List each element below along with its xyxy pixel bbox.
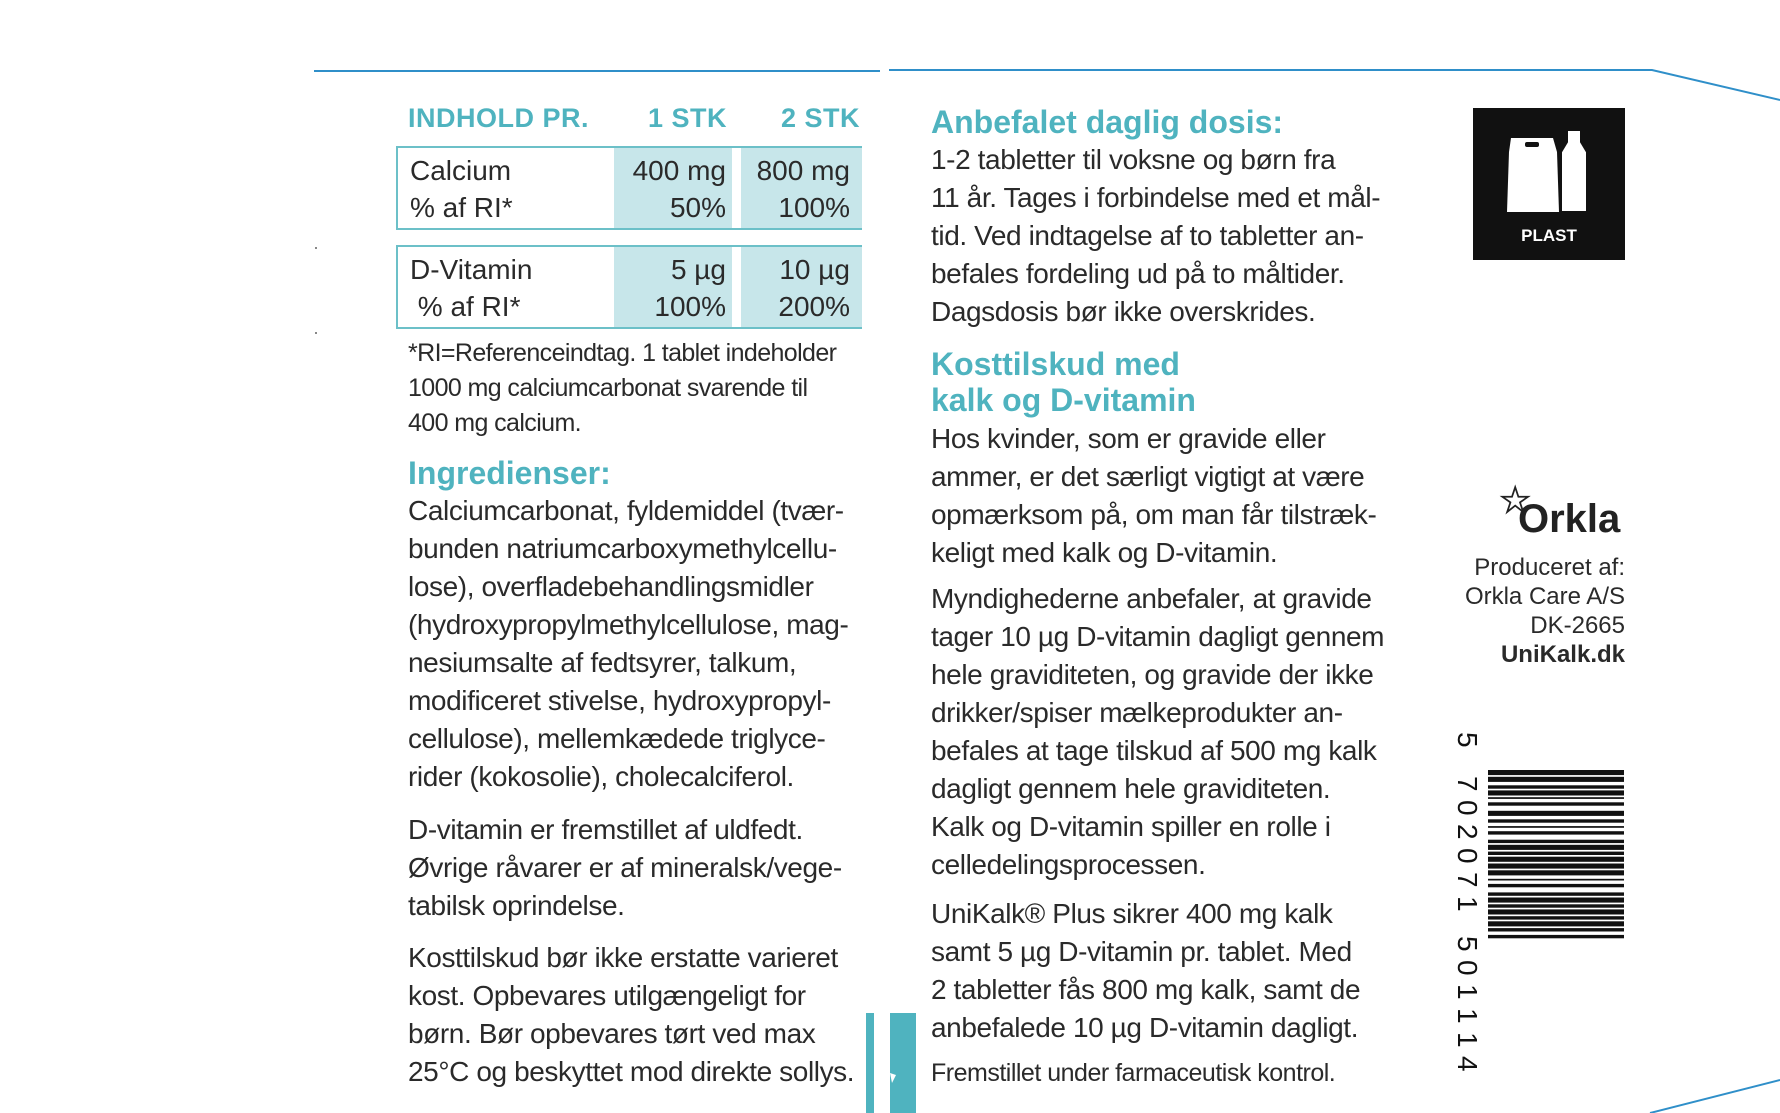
dosage-heading: Anbefalet daglig dosis: [931, 104, 1284, 140]
text-line: 2 tabletter fås 800 mg kalk, samt de [931, 974, 1361, 1005]
barcode-bar [1488, 898, 1624, 903]
barcode-bar [1488, 811, 1624, 816]
svg-text:Orkla: Orkla [1518, 497, 1621, 541]
ingredients-heading: Ingredienser: [408, 455, 611, 491]
value-2-stk: 10 µg [779, 254, 850, 285]
barcode-bar [1488, 770, 1624, 775]
barcode-bar [1488, 928, 1624, 931]
barcode-bar [1488, 921, 1624, 926]
supplement-heading [931, 346, 1196, 418]
text-line: Calciumcarbonat, fyldemiddel (tvær- [408, 495, 844, 526]
barcode-bar [1488, 819, 1624, 822]
text-line: cellulose), mellemkædede triglyce- [408, 723, 826, 754]
text-line: Kosttilskud bør ikke erstatte varieret [408, 942, 838, 973]
barcode-bar [1488, 857, 1624, 862]
ingredients-text [408, 492, 848, 796]
ri-label: % af RI* [410, 192, 513, 223]
pharma-control-text: Fremstillet under farmaceutisk kontrol. [931, 1059, 1336, 1087]
ri-2-stk: 200% [778, 291, 850, 322]
text-line: nesiumsalte af fedtsyrer, talkum, [408, 647, 797, 678]
barcode-digit: 0 [1452, 960, 1483, 976]
producer-line: Orkla Care A/S [1464, 583, 1625, 610]
supplement-paragraph-1 [931, 420, 1376, 572]
text-line: børn. Bør opbevares tørt ved max [408, 1018, 816, 1049]
footnote-line: 400 mg calcium. [408, 409, 582, 437]
barcode-bar [1488, 904, 1624, 907]
ri-label: % af RI* [410, 291, 521, 322]
orkla-logo [1496, 482, 1626, 542]
text-line: tid. Ved indtagelse af to tabletter an- [931, 220, 1364, 251]
nutrition-row-d-vitamin [396, 245, 862, 329]
barcode-number [1452, 732, 1483, 1072]
value-1-stk: 5 µg [670, 254, 726, 285]
text-line: celledelingsprocessen. [931, 849, 1206, 880]
barcode-bar [1488, 802, 1624, 805]
barcode-digit: 5 [1452, 936, 1483, 952]
text-line: befales fordeling ud på to måltider. [931, 258, 1345, 289]
barcode-digit: 5 [1452, 732, 1483, 748]
barcode-bar [1488, 916, 1624, 919]
barcode-bar [1488, 826, 1624, 828]
text-line: ammer, er det særligt vigtigt at være [931, 461, 1365, 492]
producer-line: DK-2665 [1530, 612, 1625, 639]
nutrient-name: Calcium [410, 155, 512, 186]
supplement-paragraph-2 [931, 580, 1384, 884]
text-line: D-vitamin er fremstillet af uldfedt. [408, 814, 803, 845]
ri-2-stk: 100% [778, 192, 850, 223]
value-1-stk: 400 mg [632, 155, 726, 186]
ri-1-stk: 100% [654, 291, 726, 322]
color-strip [866, 1013, 916, 1113]
text-line: rider (kokosolie), cholecalciferol. [408, 761, 794, 792]
footnote-line: *RI=Referenceindtag. 1 tablet indeholder [408, 339, 837, 367]
value-2-stk: 800 mg [756, 155, 850, 186]
barcode-digit: 1 [1452, 984, 1483, 1000]
barcode-digit: 7 [1452, 872, 1483, 888]
barcode-bar [1488, 845, 1624, 850]
nutrition-row-calcium [396, 146, 862, 230]
text-line: Øvrige råvarer er af mineralsk/vege- [408, 852, 842, 883]
barcode-bar [1488, 884, 1624, 887]
text-line: Hos kvinder, som er gravide eller [931, 423, 1326, 454]
text-line: keligt med kalk og D-vitamin. [931, 537, 1278, 568]
text-line: tager 10 µg D-vitamin dagligt gennem [931, 621, 1385, 652]
barcode-bar [1488, 864, 1624, 869]
text-line: lose), overfladebehandlingsmidler [408, 571, 814, 602]
barcode-digit: 1 [1452, 1032, 1483, 1048]
text-line: befales at tage tilskud af 500 mg kalk [931, 735, 1377, 766]
barcode-bar [1488, 892, 1624, 895]
barcode-bar [1488, 790, 1624, 795]
barcode-bars [1488, 770, 1624, 938]
origin-text [408, 811, 842, 925]
barcode-digit: 4 [1452, 1056, 1483, 1072]
barcode [1452, 722, 1632, 1082]
text-line: samt 5 µg D-vitamin pr. tablet. Med [931, 936, 1352, 967]
plast-label: PLAST [1521, 226, 1577, 245]
barcode-bar [1488, 909, 1624, 914]
barcode-bar [1488, 870, 1624, 875]
text-line: 11 år. Tages i forbindelse med et mål- [931, 182, 1381, 213]
text-line: modificeret stivelse, hydroxypropyl- [408, 685, 831, 716]
producer-line: Produceret af: [1474, 554, 1625, 581]
header-2-stk: 2 STK [780, 103, 860, 133]
heading-line: Kosttilskud med [931, 346, 1180, 382]
barcode-bar [1488, 840, 1624, 843]
heading-line: kalk og D-vitamin [931, 382, 1196, 418]
ri-footnote [408, 336, 836, 441]
text-line: tabilsk oprindelse. [408, 890, 625, 921]
supplement-paragraph-3 [931, 895, 1360, 1047]
barcode-digit: 1 [1452, 1008, 1483, 1024]
text-line: kost. Opbevares utilgængeligt for [408, 980, 806, 1011]
website-link[interactable]: UniKalk.dk [1500, 641, 1625, 668]
nutrition-table-header [408, 103, 860, 137]
barcode-digit: 2 [1452, 824, 1483, 840]
storage-text [408, 939, 854, 1091]
nutrient-name: D-Vitamin [410, 254, 533, 285]
text-line: Myndighederne anbefaler, at gravide [931, 583, 1372, 614]
text-line: 25°C og beskyttet mod direkte sollys. [408, 1056, 855, 1087]
barcode-digit: 7 [1452, 776, 1483, 792]
barcode-digit: 0 [1452, 800, 1483, 816]
text-line: dagligt gennem hele graviditeten. [931, 773, 1331, 804]
barcode-bar [1488, 797, 1624, 799]
header-content-per: INDHOLD PR. [408, 103, 589, 133]
text-line: bunden natriumcarboxymethylcellu- [408, 533, 837, 564]
barcode-bar [1488, 935, 1624, 938]
plastic-recycling-icon [1473, 108, 1625, 260]
dosage-text [931, 141, 1380, 331]
producer-info [1400, 553, 1625, 669]
text-line: 1-2 tabletter til voksne og børn fra [931, 144, 1336, 175]
barcode-digit: 1 [1452, 896, 1483, 912]
barcode-bar [1488, 785, 1624, 788]
barcode-digit: 0 [1452, 848, 1483, 864]
text-line: Kalk og D-vitamin spiller en rolle i [931, 811, 1331, 842]
text-line: UniKalk® Plus sikrer 400 mg kalk [931, 898, 1333, 929]
header-1-stk: 1 STK [647, 103, 727, 133]
text-line: opmærksom på, om man får tilstræk- [931, 499, 1377, 530]
text-line: (hydroxypropylmethylcellulose, mag- [408, 609, 849, 640]
barcode-bar [1488, 831, 1624, 834]
footnote-line: 1000 mg calciumcarbonat svarende til [408, 374, 808, 402]
text-line: hele graviditeten, og gravide der ikke [931, 659, 1374, 690]
text-line: drikker/spiser mælkeprodukter an- [931, 697, 1343, 728]
text-line: anbefalede 10 µg D-vitamin dagligt. [931, 1012, 1359, 1043]
barcode-bar [1488, 879, 1624, 881]
text-line: Dagsdosis bør ikke overskrides. [931, 296, 1316, 327]
ri-1-stk: 50% [669, 192, 726, 223]
barcode-bar [1488, 852, 1624, 855]
orkla-logo-graphic [1496, 482, 1626, 542]
barcode-bar [1488, 777, 1624, 782]
